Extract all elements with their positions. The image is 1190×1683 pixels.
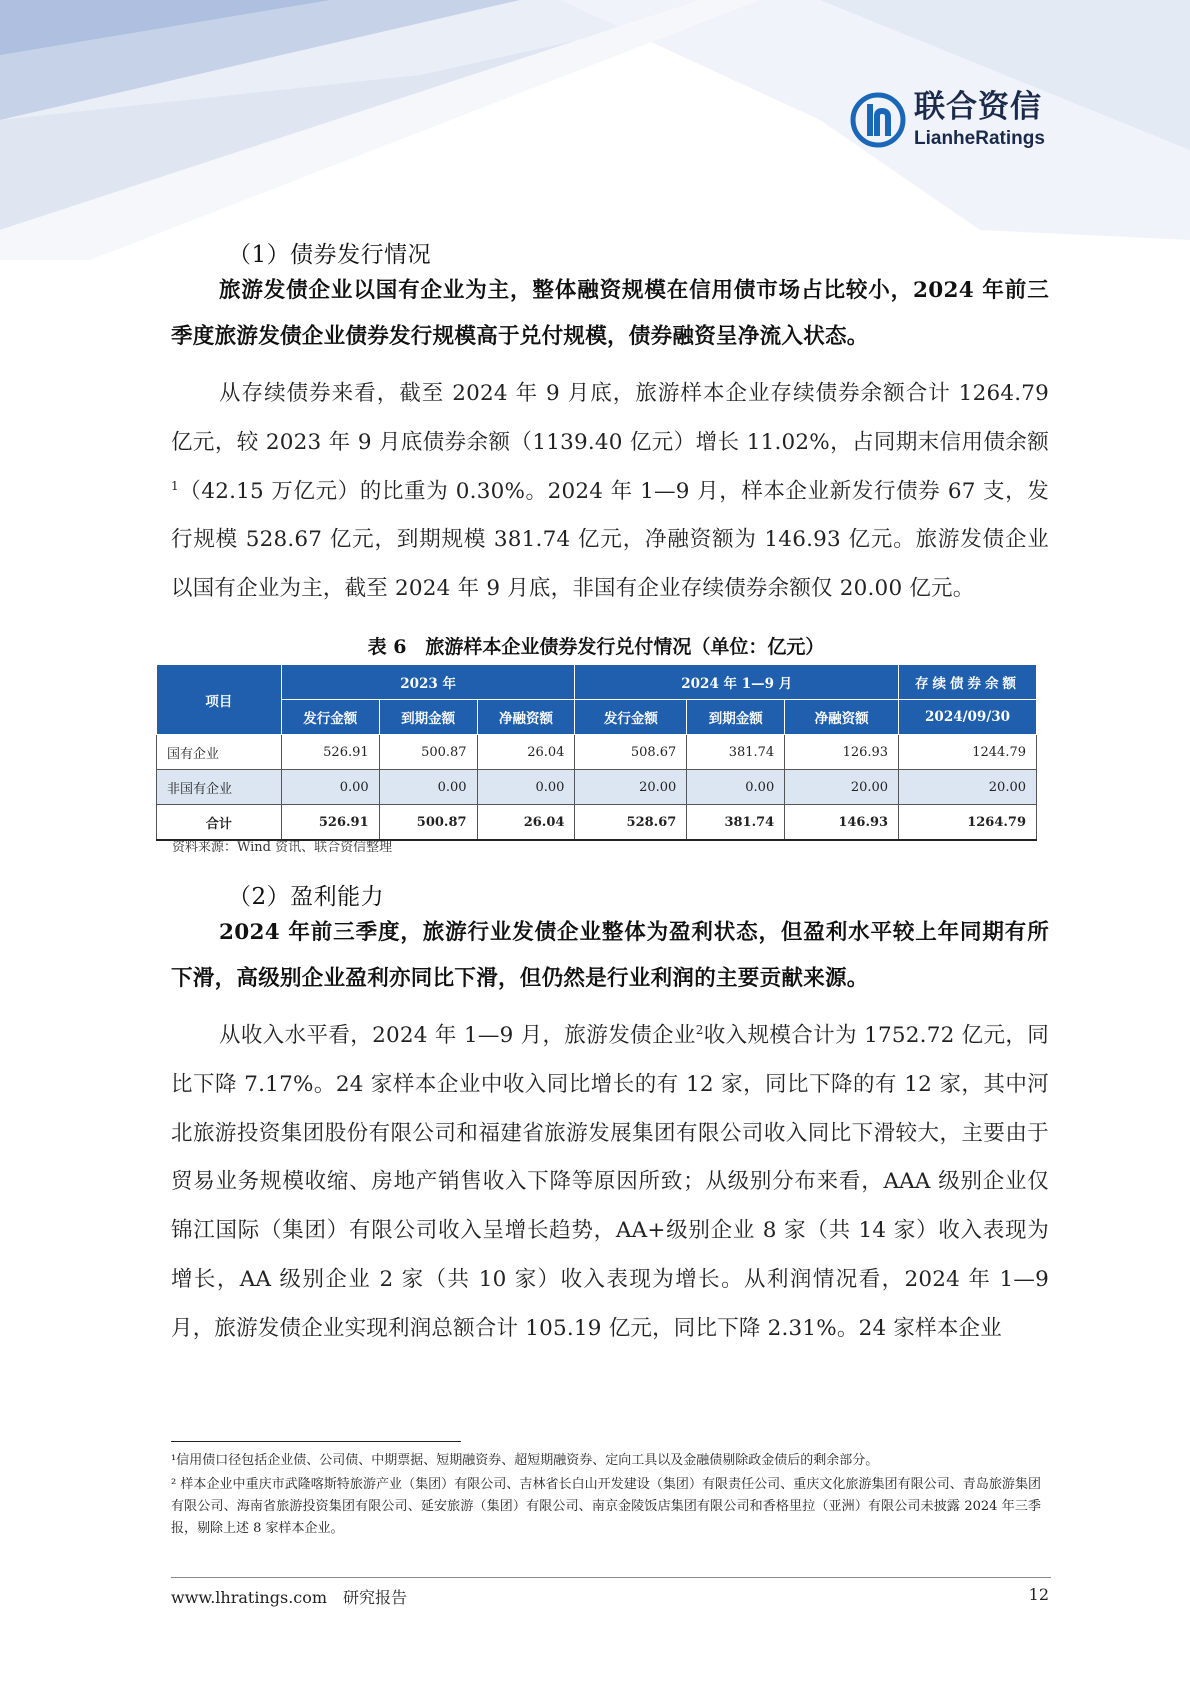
table-cell: 526.91 — [281, 805, 379, 841]
section1-summary: 旅游发债企业以国有企业为主，整体融资规模在信用债市场占比较小，2024 年前三季度旅游发债企业债券发行规模高于兑付规模，债券融资呈净流入状态。 — [171, 278, 1049, 349]
table-subheader-balance-date: 2024/09/30 — [899, 700, 1037, 735]
table-row-total — [157, 805, 1037, 841]
footnote-marker-1: 1 — [171, 478, 179, 493]
footer-divider — [171, 1577, 1051, 1578]
table-subheader-mature-2023: 到期金额 — [379, 700, 477, 735]
footnote-1: ¹信用债口径包括企业债、公司债、中期票据、短期融资券、超短期融资券、定向工具以及金融债剔除政金债后的剩余部分。 — [171, 1453, 879, 1468]
table-cell: 500.87 — [379, 735, 477, 770]
footnote-marker-2: 2 — [695, 1022, 704, 1037]
table-cell: 381.74 — [687, 735, 785, 770]
section-heading-bond-issuance: （1）债券发行情况 — [228, 242, 432, 268]
table-subheader-issue-2024: 发行金额 — [575, 700, 687, 735]
company-logo — [850, 89, 1045, 149]
logo-chinese-name: 联合资信 — [914, 89, 1042, 125]
table-subheader-net-2023: 净融资额 — [477, 700, 575, 735]
section-heading-profitability: （2）盈利能力 — [228, 884, 385, 910]
footer-site: www.lhratings.com 研究报告 — [171, 1588, 408, 1607]
section2-summary: 2024 年前三季度，旅游行业发债企业整体为盈利状态，但盈利水平较上年同期有所下滑，高级别企业盈利亦同比下滑，但仍然是行业利润的主要贡献来源。 — [171, 920, 1049, 991]
table-title: 表 6 旅游样本企业债券发行兑付情况（单位：亿元） — [367, 636, 825, 658]
table-row — [157, 770, 1037, 805]
row-label: 非国有企业 — [157, 770, 282, 805]
table-cell: 0.00 — [379, 770, 477, 805]
footnote-divider — [171, 1441, 461, 1442]
table-cell: 20.00 — [575, 770, 687, 805]
table-cell: 1264.79 — [899, 805, 1037, 841]
table-cell: 528.67 — [575, 805, 687, 841]
table-cell: 20.00 — [785, 770, 899, 805]
table-subheader-net-2024: 净融资额 — [785, 700, 899, 735]
row-label: 国有企业 — [157, 735, 282, 770]
table-row — [157, 735, 1037, 770]
table-header-item: 项目 — [157, 665, 282, 735]
section2-body-part-a: 从收入水平看，2024 年 1—9 月，旅游发债企业 — [219, 1023, 696, 1048]
section1-body-part-b: （42.15 万亿元）的比重为 0.30%。2024 年 1—9 月，样本企业新发行债券 67 支，发行规模 528.67 亿元，到期规模 381.74 亿元，净融资额为 146.93 亿元。旅游发债企业以国有企业为主，截至 2024 年 9 月底，非国有企业存续债券余额仅 20.00 亿元。 — [171, 478, 1049, 602]
table-cell: 26.04 — [477, 805, 575, 841]
table-cell: 0.00 — [687, 770, 785, 805]
table-cell: 500.87 — [379, 805, 477, 841]
logo-english-name: LianheRatings — [914, 128, 1045, 149]
section1-body — [171, 370, 1049, 614]
bond-issuance-table — [156, 664, 1037, 841]
section1-body-part-a: 从存续债券来看，截至 2024 年 9 月底，旅游样本企业存续债券余额合计 1264.79 亿元，较 2023 年 9 月底债券余额（1139.40 亿元）增长 11.02%，占同期末信用债余额 — [171, 381, 1049, 455]
section2-body-part-b: 收入规模合计为 1752.72 亿元，同比下降 7.17%。24 家样本企业中收入同比增长的有 12 家，同比下降的有 12 家，其中河北旅游投资集团股份有限公司和福建省旅游发展集团有限公司收入同比下滑较大，主要由于贸易业务规模收缩、房地产销售收入下降等原因所致；从级别分布来看，AAA 级别企业仅锦江国际（集团）有限公司收入呈增长趋势，AA+级别企业 8 家（共 14 家）收入表现为增长，AA 级别企业 2 家（共 10 家）收入表现为增长。从利润情况看，2024 年 1—9 月，旅游发债企业实现利润总额合计 105.19 亿元，同比下降 2.31%。24 家样本企业 — [171, 1023, 1050, 1341]
table-cell: 1244.79 — [899, 735, 1037, 770]
row-label: 合计 — [157, 805, 282, 841]
table-source: 资料来源：Wind 资讯、联合资信整理 — [172, 840, 393, 855]
table-cell: 146.93 — [785, 805, 899, 841]
table-header-balance: 存续债券余额 — [899, 665, 1037, 700]
page-number: 12 — [1028, 1585, 1049, 1604]
table-cell: 0.00 — [477, 770, 575, 805]
table-cell: 126.93 — [785, 735, 899, 770]
table-subheader-issue-2023: 发行金额 — [281, 700, 379, 735]
lianhe-logo-icon — [850, 92, 906, 148]
footnote-2: ² 样本企业中重庆市武隆喀斯特旅游产业（集团）有限公司、吉林省长白山开发建设（集团）有限责任公司、重庆文化旅游集团有限公司、青岛旅游集团有限公司、海南省旅游投资集团有限公司、延安旅游（集团）有限公司、南京金陵饭店集团有限公司和香格里拉（亚洲）有限公司未披露 2024 年三季报，剔除上述 8 家样本企业。 — [171, 1477, 1041, 1536]
table-cell: 381.74 — [687, 805, 785, 841]
table-cell: 526.91 — [281, 735, 379, 770]
table-cell: 26.04 — [477, 735, 575, 770]
table-cell: 508.67 — [575, 735, 687, 770]
table-cell: 20.00 — [899, 770, 1037, 805]
table-header-2024: 2024 年 1—9 月 — [575, 665, 899, 700]
table-cell: 0.00 — [281, 770, 379, 805]
table-subheader-mature-2024: 到期金额 — [687, 700, 785, 735]
table-header-2023: 2023 年 — [281, 665, 575, 700]
section2-body — [171, 1012, 1049, 1354]
